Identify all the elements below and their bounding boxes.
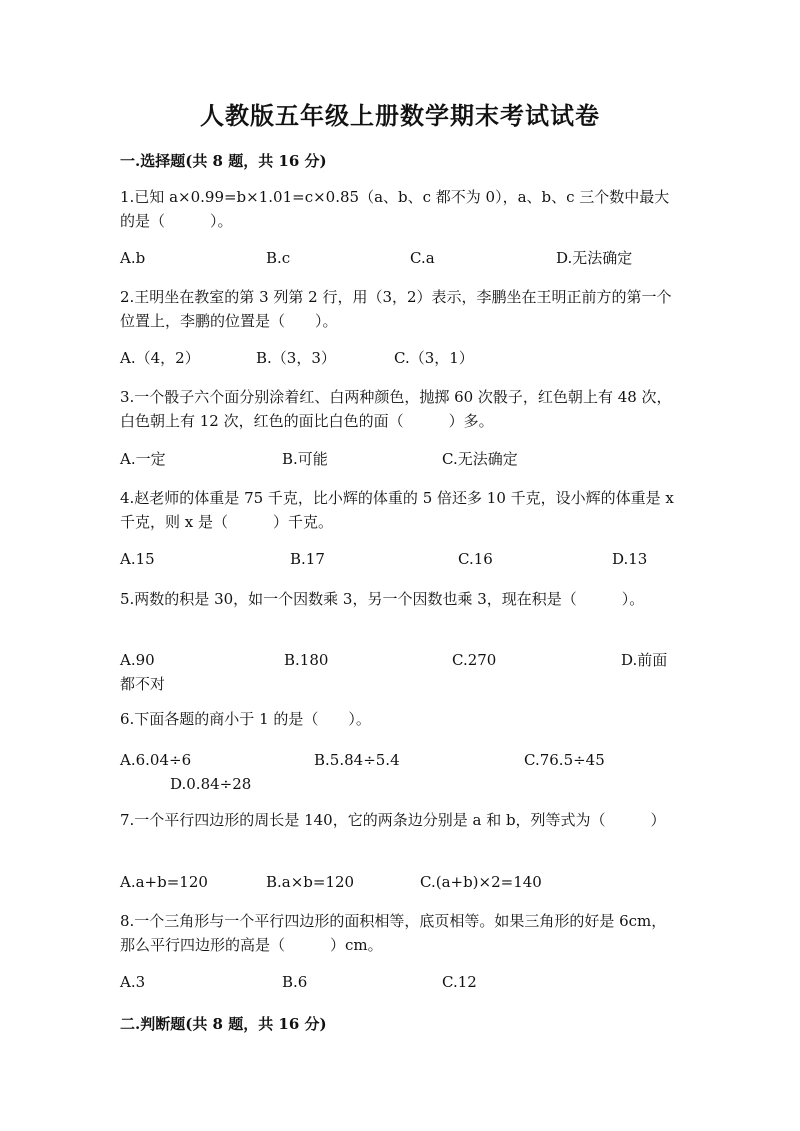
question-6-option-a: A.6.04÷6 bbox=[120, 751, 192, 769]
question-4-option-d: D.13 bbox=[612, 550, 648, 568]
question-3-option-b: B.可能 bbox=[282, 450, 328, 468]
question-1-option-d: D.无法确定 bbox=[556, 249, 633, 267]
question-7-option-a: A.a+b=120 bbox=[120, 873, 208, 891]
question-4-option-a: A.15 bbox=[120, 550, 155, 568]
question-1-option-b: B.c bbox=[266, 249, 291, 267]
question-2-stem: 2.王明坐在教室的第 3 列第 2 行，用（3，2）表示，李鹏坐在王明正前方的第一个位置上，李鹏的位置是（ ）。 bbox=[120, 288, 672, 330]
question-5-option-a: A.90 bbox=[120, 651, 155, 669]
question-8-option-b: B.6 bbox=[282, 973, 308, 991]
question-5-stem: 5.两数的积是 30，如一个因数乘 3，另一个因数也乘 3，现在积是（ ）。 bbox=[120, 590, 645, 608]
exam-title: 人教版五年级上册数学期末考试试卷 bbox=[200, 101, 600, 130]
question-1-option-a: A.b bbox=[120, 249, 146, 267]
question-3-option-a: A.一定 bbox=[120, 450, 166, 468]
question-6-option-b: B.5.84÷5.4 bbox=[314, 751, 400, 769]
question-7-stem: 7.一个平行四边形的周长是 140，它的两条边分别是 a 和 b，列等式为（ ） bbox=[120, 811, 666, 829]
question-4-option-b: B.17 bbox=[290, 550, 325, 568]
section-heading-true-false: 二.判断题(共 8 题，共 16 分) bbox=[120, 1015, 327, 1033]
question-2-option-c: C.（3，1） bbox=[394, 349, 474, 367]
question-6-stem: 6.下面各题的商小于 1 的是（ ）。 bbox=[120, 710, 371, 728]
question-3-stem: 3.一个骰子六个面分别涂着红、白两种颜色，抛掷 60 次骰子，红色朝上有 48 次，白色朝上有 12 次，红色的面比白色的面（ ）多。 bbox=[120, 388, 672, 430]
question-7-option-b: B.a×b=120 bbox=[266, 873, 355, 891]
question-5-option-d-continued: 都不对 bbox=[120, 675, 166, 693]
question-8-stem: 8.一个三角形与一个平行四边形的面积相等，底页相等。如果三角形的好是 6cm，那么平行四边形的高是（ ）cm。 bbox=[120, 912, 667, 954]
section-heading-multiple-choice: 一.选择题(共 8 题，共 16 分) bbox=[120, 152, 327, 170]
question-5-option-c: C.270 bbox=[452, 651, 497, 669]
question-8-option-a: A.3 bbox=[120, 973, 146, 991]
question-5-option-d: D.前面 bbox=[621, 651, 668, 669]
question-6-option-c: C.76.5÷45 bbox=[524, 751, 605, 769]
question-5-option-b: B.180 bbox=[284, 651, 329, 669]
question-2-option-b: B.（3，3） bbox=[256, 349, 336, 367]
question-7-option-c: C.(a+b)×2=140 bbox=[420, 873, 542, 891]
question-4-stem: 4.赵老师的体重是 75 千克，比小辉的体重的 5 倍还多 10 千克，设小辉的体重是 x 千克，则 x 是（ ）千克。 bbox=[120, 489, 674, 531]
question-1-option-c: C.a bbox=[410, 249, 435, 267]
question-4-option-c: C.16 bbox=[458, 550, 493, 568]
question-2-option-a: A.（4，2） bbox=[120, 349, 200, 367]
question-1-stem: 1.已知 a×0.99=b×1.01=c×0.85（a、b、c 都不为 0），a、b、c 三个数中最大的是（ ）。 bbox=[120, 188, 670, 230]
question-6-option-d: D.0.84÷28 bbox=[170, 775, 252, 793]
question-8-option-c: C.12 bbox=[442, 973, 477, 991]
question-3-option-c: C.无法确定 bbox=[442, 450, 518, 468]
